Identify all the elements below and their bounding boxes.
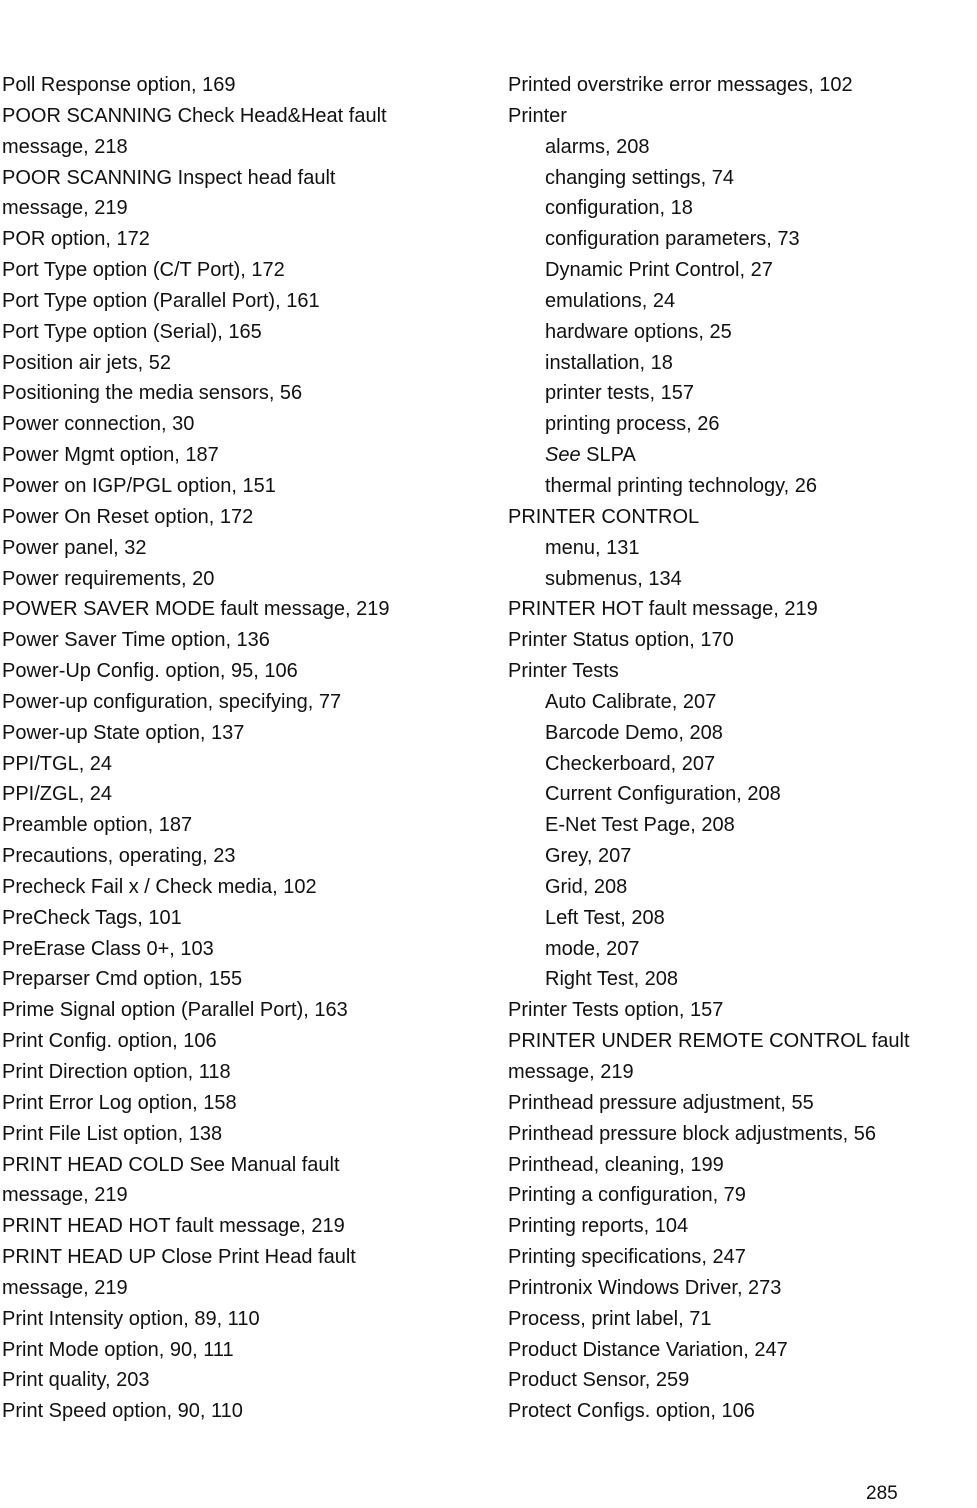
index-subentry: Checkerboard, 207 <box>545 752 716 775</box>
index-entry: POR option, 172 <box>2 228 150 251</box>
index-entry: PRINTER UNDER REMOTE CONTROL fault <box>508 1030 910 1053</box>
index-subentry: Current Configuration, 208 <box>545 783 781 806</box>
index-entry: Power requirements, 20 <box>2 567 215 590</box>
index-subentry: E-Net Test Page, 208 <box>545 814 735 837</box>
index-subentry: Grey, 207 <box>545 845 632 868</box>
index-entry: message, 219 <box>2 1184 128 1207</box>
index-entry: Print Direction option, 118 <box>2 1061 231 1083</box>
index-entry: Power-up State option, 137 <box>2 721 245 744</box>
index-entry: PRINTER HOT fault message, 219 <box>508 598 818 621</box>
index-entry: Printer <box>508 104 567 127</box>
see-reference-label: See <box>545 444 581 467</box>
index-entry: Power-up configuration, specifying, 77 <box>2 690 342 713</box>
index-entry: message, 218 <box>2 135 128 158</box>
index-entry: PRINT HEAD COLD See Manual fault <box>2 1153 340 1176</box>
index-entry: Printer Status option, 170 <box>508 629 734 652</box>
index-entry: Port Type option (C/T Port), 172 <box>2 259 285 282</box>
index-entry: PRINT HEAD UP Close Print Head fault <box>2 1246 356 1269</box>
index-entry: POWER SAVER MODE fault message, 219 <box>2 598 390 621</box>
index-entry: Positioning the media sensors, 56 <box>2 382 303 405</box>
index-subentry: hardware options, 25 <box>545 320 732 343</box>
index-entry: Printing reports, 104 <box>508 1215 689 1238</box>
index-entry: Printhead, cleaning, 199 <box>508 1153 724 1176</box>
index-subentry: installation, 18 <box>545 351 673 374</box>
index-subentry: emulations, 24 <box>545 289 676 312</box>
index-entry: Preparser Cmd option, 155 <box>2 968 243 991</box>
index-entry: Power-Up Config. option, 95, 106 <box>2 660 298 683</box>
index-entry: Printing specifications, 247 <box>508 1246 746 1269</box>
index-entry: Product Sensor, 259 <box>508 1369 690 1392</box>
index-entry: Printhead pressure adjustment, 55 <box>508 1091 814 1114</box>
index-subentry: Right Test, 208 <box>545 968 679 991</box>
index-entry: PPI/TGL, 24 <box>2 752 113 775</box>
index-subentry: printer tests, 157 <box>545 382 694 405</box>
index-subentry: configuration, 18 <box>545 197 693 220</box>
index-entry: message, 219 <box>2 197 128 220</box>
index-entry: Print File List option, 138 <box>2 1122 223 1145</box>
index-entry: Power connection, 30 <box>2 413 195 436</box>
index-entry: Power On Reset option, 172 <box>2 505 254 528</box>
index-entry: POOR SCANNING Inspect head fault <box>2 166 336 189</box>
index-column-right <box>508 70 968 1427</box>
index-entry: Poll Response option, 169 <box>2 74 236 96</box>
index-entry: Print Intensity option, 89, 110 <box>2 1307 260 1330</box>
index-entry: Preamble option, 187 <box>2 814 193 837</box>
index-entry: Power panel, 32 <box>2 536 147 559</box>
index-entry: message, 219 <box>508 1061 634 1083</box>
index-entry: PPI/ZGL, 24 <box>2 783 113 806</box>
index-subentry: Dynamic Print Control, 27 <box>545 259 773 282</box>
index-entry: Print quality, 203 <box>2 1369 150 1392</box>
index-entry: Print Speed option, 90, 110 <box>2 1400 243 1423</box>
index-subentry: changing settings, 74 <box>545 166 735 189</box>
index-entry: Printed overstrike error messages, 102 <box>508 74 853 96</box>
index-entry: Product Distance Variation, 247 <box>508 1338 788 1361</box>
index-entry: Printhead pressure block adjustments, 56 <box>508 1122 876 1145</box>
index-subentry: Barcode Demo, 208 <box>545 721 723 744</box>
index-subentry: submenus, 134 <box>545 567 682 590</box>
index-entry: Print Mode option, 90, 111 <box>2 1338 234 1361</box>
index-subentry: Left Test, 208 <box>545 906 665 929</box>
page-number: 285 <box>866 1483 898 1504</box>
index-entry: Print Error Log option, 158 <box>2 1091 237 1114</box>
index-entry: Position air jets, 52 <box>2 351 171 374</box>
index-entry: Printronix Windows Driver, 273 <box>508 1276 782 1299</box>
index-subentry: Grid, 208 <box>545 875 628 898</box>
index-entry: Precheck Fail x / Check media, 102 <box>2 875 317 898</box>
index-entry: POOR SCANNING Check Head&Heat fault <box>2 104 387 127</box>
see-reference-target: SLPA <box>586 444 636 467</box>
index-entry: Prime Signal option (Parallel Port), 163 <box>2 999 348 1022</box>
index-entry: Power Mgmt option, 187 <box>2 444 219 467</box>
index-entry: PRINTER CONTROL <box>508 505 700 528</box>
index-subentry: thermal printing technology, 26 <box>545 474 818 497</box>
index-subentry: Auto Calibrate, 207 <box>545 690 717 713</box>
index-entry: Port Type option (Parallel Port), 161 <box>2 289 320 312</box>
index-entry: Port Type option (Serial), 165 <box>2 320 262 343</box>
index-subentry: configuration parameters, 73 <box>545 228 800 251</box>
index-subentry: printing process, 26 <box>545 413 720 436</box>
index-entry: Power on IGP/PGL option, 151 <box>2 474 276 497</box>
index-entry: Print Config. option, 106 <box>2 1030 217 1053</box>
index-entry: Process, print label, 71 <box>508 1307 712 1330</box>
index-entry: Power Saver Time option, 136 <box>2 629 270 652</box>
index-entry: Precautions, operating, 23 <box>2 845 236 868</box>
index-entry: Printer Tests <box>508 660 619 683</box>
index-entry: PreErase Class 0+, 103 <box>2 937 214 960</box>
index-entry: Protect Configs. option, 106 <box>508 1400 755 1423</box>
index-entry: message, 219 <box>2 1276 128 1299</box>
index-entry: Printer Tests option, 157 <box>508 999 724 1022</box>
index-entry: Printing a configuration, 79 <box>508 1184 746 1207</box>
index-entry: PreCheck Tags, 101 <box>2 906 182 929</box>
index-entry: PRINT HEAD HOT fault message, 219 <box>2 1215 345 1238</box>
index-subentry: menu, 131 <box>545 536 640 559</box>
index-subentry: alarms, 208 <box>545 135 650 158</box>
index-subentry <box>508 440 968 471</box>
index-column-left <box>2 70 472 1427</box>
index-subentry: mode, 207 <box>545 937 640 960</box>
